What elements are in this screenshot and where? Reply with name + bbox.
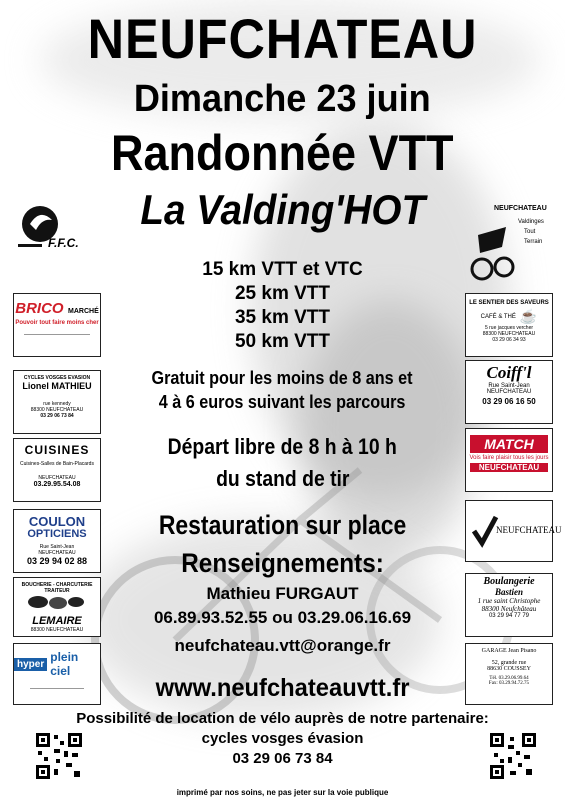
qr-code-left[interactable] [36,733,82,779]
sponsor-city: 88300 NEUFCHATEAU [30,407,84,413]
sponsor-sub: OPTICIENS [27,528,87,540]
sponsor-title: hyper [14,658,47,671]
sponsor-title: BRICO [15,300,64,317]
sponsor-neufchateau-ville[interactable] [465,500,562,562]
rental-phone: 03 29 06 73 84 [232,750,333,767]
sponsor-addr: Rue Saint-Jean [488,383,530,389]
pricing-line: 4 à 6 euros suivant les parcours [159,392,406,412]
sponsor-sub: MARCHÉ [68,308,99,315]
sponsor-city: 88300 Neufchâteau [481,605,537,613]
restauration: Restauration sur place [158,510,407,540]
sponsor-lemaire[interactable] [13,577,101,637]
qr-code-right[interactable] [490,733,536,779]
distance-item: 50 km VTT [234,331,331,352]
sponsor-sentier-saveurs[interactable] [465,293,553,357]
contact-email[interactable]: neufchateau.vtt@orange.fr [174,636,391,655]
sponsor-phone: 03 29 06 73 84 [40,413,74,419]
sponsor-addr: 1 rue saint Christophe [477,597,541,605]
sponsor-tagline: Pouvoir tout faire moins cher [15,320,99,326]
sponsor-garage-pisano[interactable] [465,643,553,705]
sponsor-city: NEUFCHATEAU [38,550,76,556]
sponsor-title: MATCH [470,435,548,453]
sponsor-title: GARAGE Jean Pisano [481,648,537,654]
sponsor-title: CUISINES [24,443,90,457]
sponsor-addr: Rue Saint-Jean [39,544,75,550]
sponsor-cycles-vosges[interactable] [13,370,101,434]
sponsor-phone: 03 29 94 77 79 [488,613,530,619]
sponsor-hyper-plein-ciel[interactable] [13,643,101,705]
sponsor-sub: Vois faire plaisir tous les jours [469,455,549,461]
check-mark-icon [472,513,498,549]
sponsor-city: 88630 COUSSEY [487,666,531,672]
sponsor-title: Coiff'l [486,363,532,382]
sponsor-divider [30,688,84,699]
valdinghot-logo-line: Tout [524,229,536,235]
sponsor-sub: Bastien [494,587,523,597]
sponsor-cuisines[interactable] [13,438,101,502]
sponsor-coulon[interactable] [13,509,101,573]
contact-name: Mathieu FURGAUT [206,584,359,603]
sponsor-addr: 52, grande rue [491,660,527,666]
sponsor-title: NEUFCHATEAU [496,525,562,535]
distance-item: 25 km VTT [234,283,331,304]
rental-line-2: cycles vosges évasion [201,730,364,747]
sponsor-match[interactable] [465,428,553,492]
departure-line: du stand de tir [215,466,350,491]
valdinghot-logo-line: Valdinges [518,219,544,225]
ffc-logo-text: F.F.C. [48,236,79,250]
sponsor-addr: 5 rue jacques vercher [484,325,534,331]
sponsor-divider [24,334,90,345]
sponsor-city: NEUFCHATEAU [470,463,548,472]
sponsor-coiffl[interactable] [465,360,553,424]
renseignements: Renseignements: [181,548,384,578]
distance-item: 35 km VTT [234,307,331,328]
sponsor-title: COULON [28,514,86,529]
sponsor-sub: Cuisines-Salles de Bain-Placards [20,461,94,467]
animals-icon [14,594,100,610]
pricing-line: Gratuit pour les moins de 8 ans et [151,368,414,388]
valdinghot-logo-title: NEUFCHATEAU [494,205,547,212]
sponsor-sub: plein ciel [50,650,79,678]
town-title: NEUFCHATEAU [87,7,478,70]
sponsor-sub: CAFÉ & THÉ [480,313,516,320]
legal-notice: imprimé par nos soins, ne pas jeter sur la voie publique [176,788,389,797]
departure-line: Départ libre de 8 h à 10 h [167,434,398,459]
sponsor-sub: Lionel MATHIEU [22,381,92,391]
sponsor-phone: 03 29 06 16 50 [482,397,536,406]
sponsor-addr: rue kennedy [43,401,71,407]
sponsor-title: CYCLES VOSGES EVASION [23,375,91,381]
sponsor-phone: Tél. 03.29.06.99.64 [489,676,529,681]
coffee-cup-icon: ☕ [519,308,538,324]
sponsor-city: NEUFCHATEAU [486,389,532,395]
sponsor-phone: 03 29 06 34 93 [492,337,526,343]
sponsor-city: 88300 NEUFCHATEAU [482,331,536,337]
website-link[interactable]: www.neufchateauvtt.fr [155,674,410,702]
rental-line-1: Possibilité de location de vélo auprès de notre partenaire: [76,710,489,727]
event-title: Randonnée VTT [111,125,454,181]
sponsor-boulangerie-bastien[interactable] [465,573,553,637]
contact-phones: 06.89.93.52.55 ou 03.29.06.16.69 [153,608,412,627]
sponsor-fax: Fax: 03.29.94.72.75 [488,681,530,686]
sponsor-phone: 03.29.95.54.08 [33,481,81,488]
valdinghot-logo-line: Terrain [524,239,543,245]
sponsor-title: Boulangerie [483,576,535,587]
event-name: La Valding'HOT [140,186,425,233]
sponsor-city: NEUFCHATEAU [38,475,76,481]
sponsor-city: 88300 NEUFCHATEAU [30,627,84,633]
distance-item: 15 km VTT et VTC [202,259,363,280]
event-date: Dimanche 23 juin [134,78,431,120]
sponsor-brico[interactable] [13,293,101,357]
sponsor-title: LE SENTIER DES SAVEURS [469,300,549,306]
sponsor-phone: 03 29 94 02 88 [26,556,88,566]
sponsor-title: LEMAIRE [32,615,82,627]
ffc-logo [12,200,82,258]
sponsor-sub: BOUCHERIE - CHARCUTERIE TRAITEUR [21,582,93,594]
